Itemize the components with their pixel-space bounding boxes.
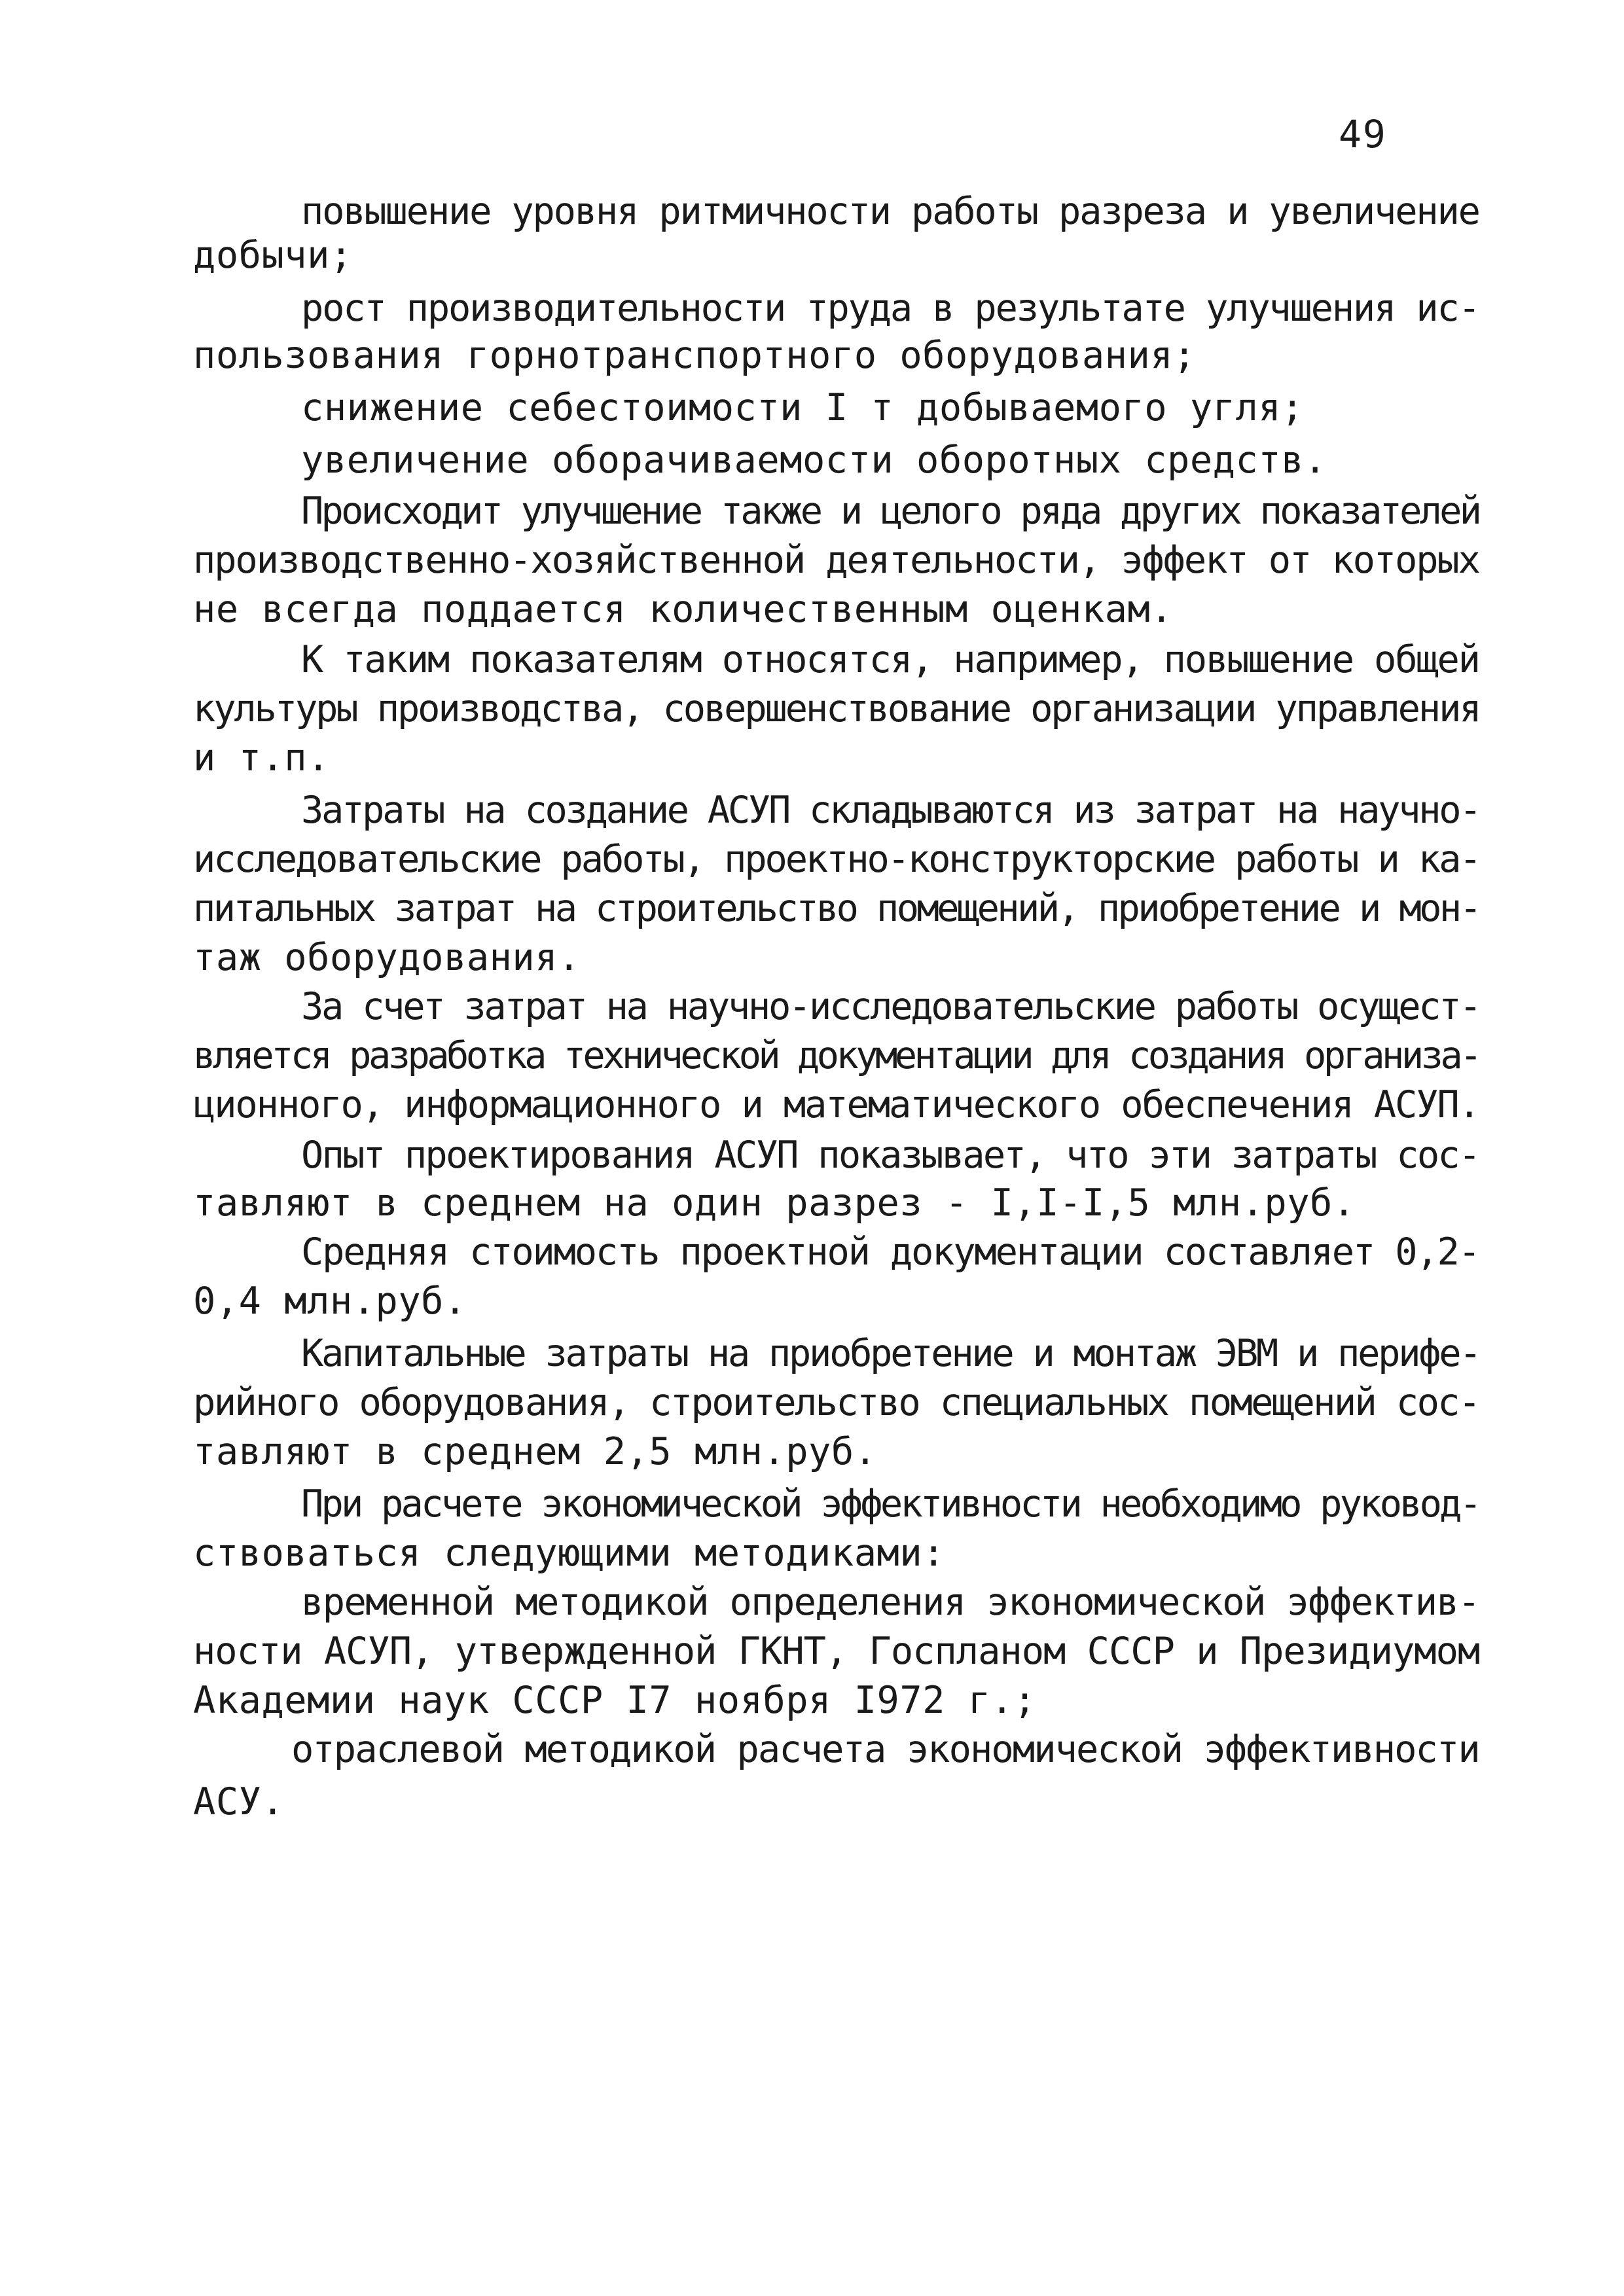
text-line: рийного оборудования, строительство специальных помещений сос- <box>193 1381 1479 1424</box>
text-line: Академии наук СССР I7 ноября I972 г.; <box>193 1679 1037 1722</box>
text-line: повышение уровня ритмичности работы разреза и увеличение <box>301 190 1479 233</box>
text-line: тавляют в среднем на один разрез - I,I-I,5 млн.руб. <box>193 1181 1356 1225</box>
text-line: При расчете экономической эффективности необходимо руковод- <box>301 1482 1480 1526</box>
text-line: питальных затрат на строительство помещений, приобретение и мон- <box>193 887 1480 930</box>
text-line: АСУ. <box>193 1780 285 1823</box>
text-line: вляется разработка технической документации для создания организа- <box>193 1034 1479 1077</box>
text-line: добычи; <box>193 234 353 277</box>
text-line: Происходит улучшение также и целого ряда других показателей <box>301 490 1480 533</box>
text-line: таж оборудования. <box>193 936 581 979</box>
text-line: отраслевой методикой расчета экономической эффективности <box>291 1728 1479 1771</box>
text-line: Опыт проектирования АСУП показывает, что эти затраты сос- <box>301 1134 1479 1177</box>
text-line: и т.п. <box>193 736 330 780</box>
text-line: пользования горнотранспортного оборудования; <box>193 334 1196 377</box>
text-line: снижение себестоимости I т добываемого угля; <box>301 386 1304 429</box>
text-line: временной методикой определения экономической эффектив- <box>301 1581 1479 1624</box>
text-line: Капитальные затраты на приобретение и монтаж ЭВМ и перифе- <box>301 1332 1480 1375</box>
text-line: тавляют в среднем 2,5 млн.руб. <box>193 1430 877 1473</box>
text-line: 0,4 млн.руб. <box>193 1280 467 1323</box>
text-line: культуры производства, совершенствование организации управления <box>193 687 1480 730</box>
text-line: За счет затрат на научно-исследовательские работы осущест- <box>301 985 1480 1028</box>
text-line: увеличение оборачиваемости оборотных средств. <box>301 439 1327 482</box>
text-line: ности АСУП, утвержденной ГКНТ, Госпланом СССР и Президиумом <box>193 1630 1480 1673</box>
text-line: исследовательские работы, проектно-конструкторские работы и ка- <box>193 838 1480 881</box>
text-line: К таким показателям относятся, например, повышение общей <box>301 638 1479 681</box>
text-line: производственно-хозяйственной деятельности, эффект от которых <box>193 539 1479 582</box>
text-line: ционного, информационного и математического обеспечения АСУП. <box>193 1083 1479 1126</box>
text-line: ствоваться следующими методиками: <box>193 1532 945 1575</box>
text-line: рост производительности труда в результате улучшения ис- <box>301 287 1479 330</box>
text-line: Затраты на создание АСУП складываются из затрат на научно- <box>301 789 1480 832</box>
page-number: 49 <box>1339 112 1387 156</box>
text-line: Средняя стоимость проектной документации составляет 0,2- <box>301 1230 1479 1274</box>
text-line: не всегда поддается количественным оценкам. <box>193 588 1174 631</box>
